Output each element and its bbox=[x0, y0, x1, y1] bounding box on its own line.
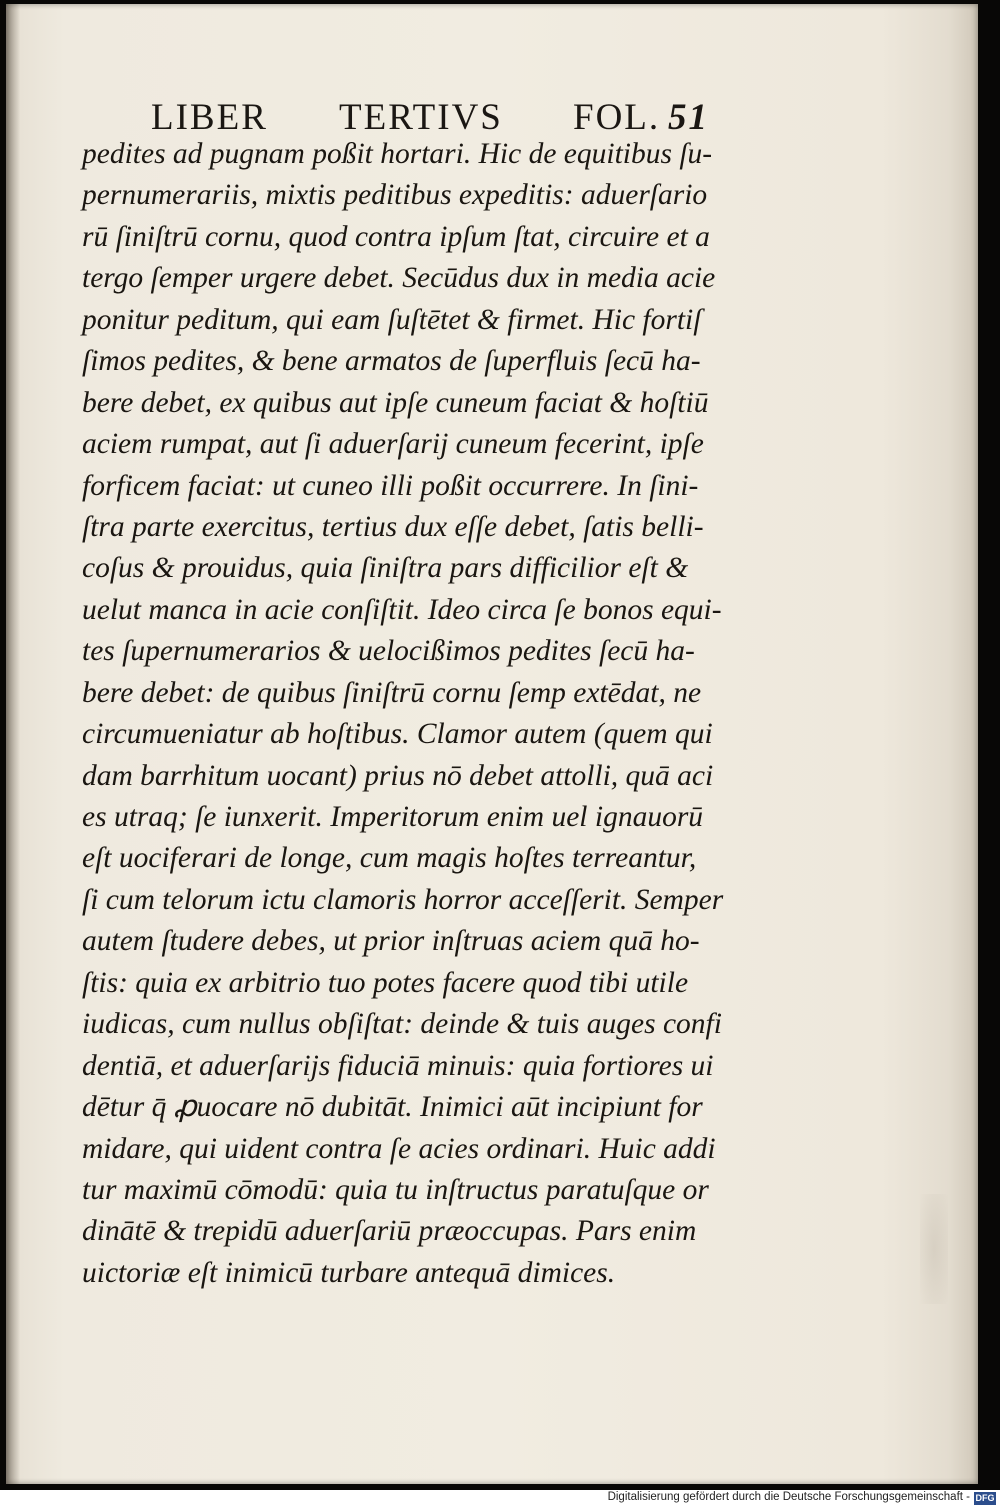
text-line: tes ſupernumerarios & uelocißimos pedites ſecū ha- bbox=[82, 635, 695, 668]
running-head-right: FOL. bbox=[573, 97, 661, 138]
folio-number: 51 bbox=[668, 97, 709, 138]
text-line: pernumerariis, mixtis peditibus expeditis: aduerſario bbox=[82, 179, 708, 212]
text-line: tur maximū cōmodū: quia tu inſtructus paratuſque or bbox=[82, 1173, 709, 1206]
running-head-left: LIBER bbox=[151, 97, 268, 138]
running-head-center: TERTIVS bbox=[339, 97, 503, 138]
gutter-shadow bbox=[6, 4, 20, 1484]
text-line: ſi cum telorum ictu clamoris horror acceſſerit. Semper bbox=[82, 883, 724, 916]
text-line: midare, qui uident contra ſe acies ordinari. Huic addi bbox=[82, 1132, 716, 1165]
text-block bbox=[82, 134, 762, 1294]
text-line: ponitur peditum, qui eam ſuſtētet & firmet. Hic fortiſ bbox=[82, 303, 702, 336]
text-line: circumueniatur ab hoſtibus. Clamor autem (quem qui bbox=[82, 718, 713, 751]
text-line: pedites ad pugnam poßit hortari. Hic de equitibus ſu- bbox=[82, 138, 713, 170]
text-line: rū ſiniſtrū cornu, quod contra ipſum ſtat, circuire et a bbox=[82, 220, 710, 253]
text-line: eſt uociferari de longe, cum magis hoſtes terreantur, bbox=[82, 842, 697, 875]
text-line: bere debet, ex quibus aut ipſe cuneum faciat & hoſtiū bbox=[82, 386, 709, 419]
text-line: forficem faciat: ut cuneo illi poßit occurrere. In ſini- bbox=[82, 469, 699, 502]
text-line: uictoriæ eſt inimicū turbare antequā dimices. bbox=[82, 1256, 616, 1289]
ink-bleed-through bbox=[920, 1194, 948, 1304]
text-line: tergo ſemper urgere debet. Secūdus dux in media acie bbox=[82, 262, 716, 295]
text-line: ſimos pedites, & bene armatos de ſuperfluis ſecū ha- bbox=[82, 345, 701, 378]
text-line: ſtra parte exercitus, tertius dux eſſe debet, ſatis belli- bbox=[82, 510, 704, 543]
digitization-footer bbox=[0, 1490, 1000, 1508]
text-line: bere debet: de quibus ſiniſtrū cornu ſemp extēdat, ne bbox=[82, 676, 702, 709]
text-line: aciem rumpat, aut ſi aduerſarij cuneum fecerint, ipſe bbox=[82, 428, 704, 461]
dfg-logo-icon: DFG bbox=[975, 1493, 995, 1503]
text-line: es utraq; ſe iunxerit. Imperitorum enim uel ignauorū bbox=[82, 801, 704, 833]
text-line: dam barrhitum uocant) prius nō debet attolli, quā aci bbox=[82, 759, 714, 792]
text-line: dentiā, et aduerſarijs fiduciā minuis: quia fortiores ui bbox=[82, 1049, 714, 1082]
text-line: iudicas, cum nullus obſiſtat: deinde & tuis auges confi bbox=[82, 1008, 722, 1041]
book-page bbox=[6, 4, 978, 1484]
text-line: autem ſtudere debes, ut prior inſtruas aciem quā ho- bbox=[82, 925, 700, 958]
text-line: dētur q̄ ꝓuocare nō dubitāt. Inimici aūt incipiunt for bbox=[82, 1091, 703, 1124]
text-line: uelut manca in acie conſiſtit. Ideo circa ſe bonos equi- bbox=[82, 593, 722, 626]
text-line: dinātē & trepidū aduerſariū præoccupas. Pars enim bbox=[82, 1215, 697, 1248]
funding-credit: Digitalisierung gefördert durch die Deutsche Forschungsgemeinschaft - bbox=[607, 1491, 970, 1503]
text-line: coſus & prouidus, quia ſiniſtra pars difficilior eſt & bbox=[82, 552, 689, 585]
text-line: ſtis: quia ex arbitrio tuo potes facere quod tibi utile bbox=[82, 966, 689, 999]
